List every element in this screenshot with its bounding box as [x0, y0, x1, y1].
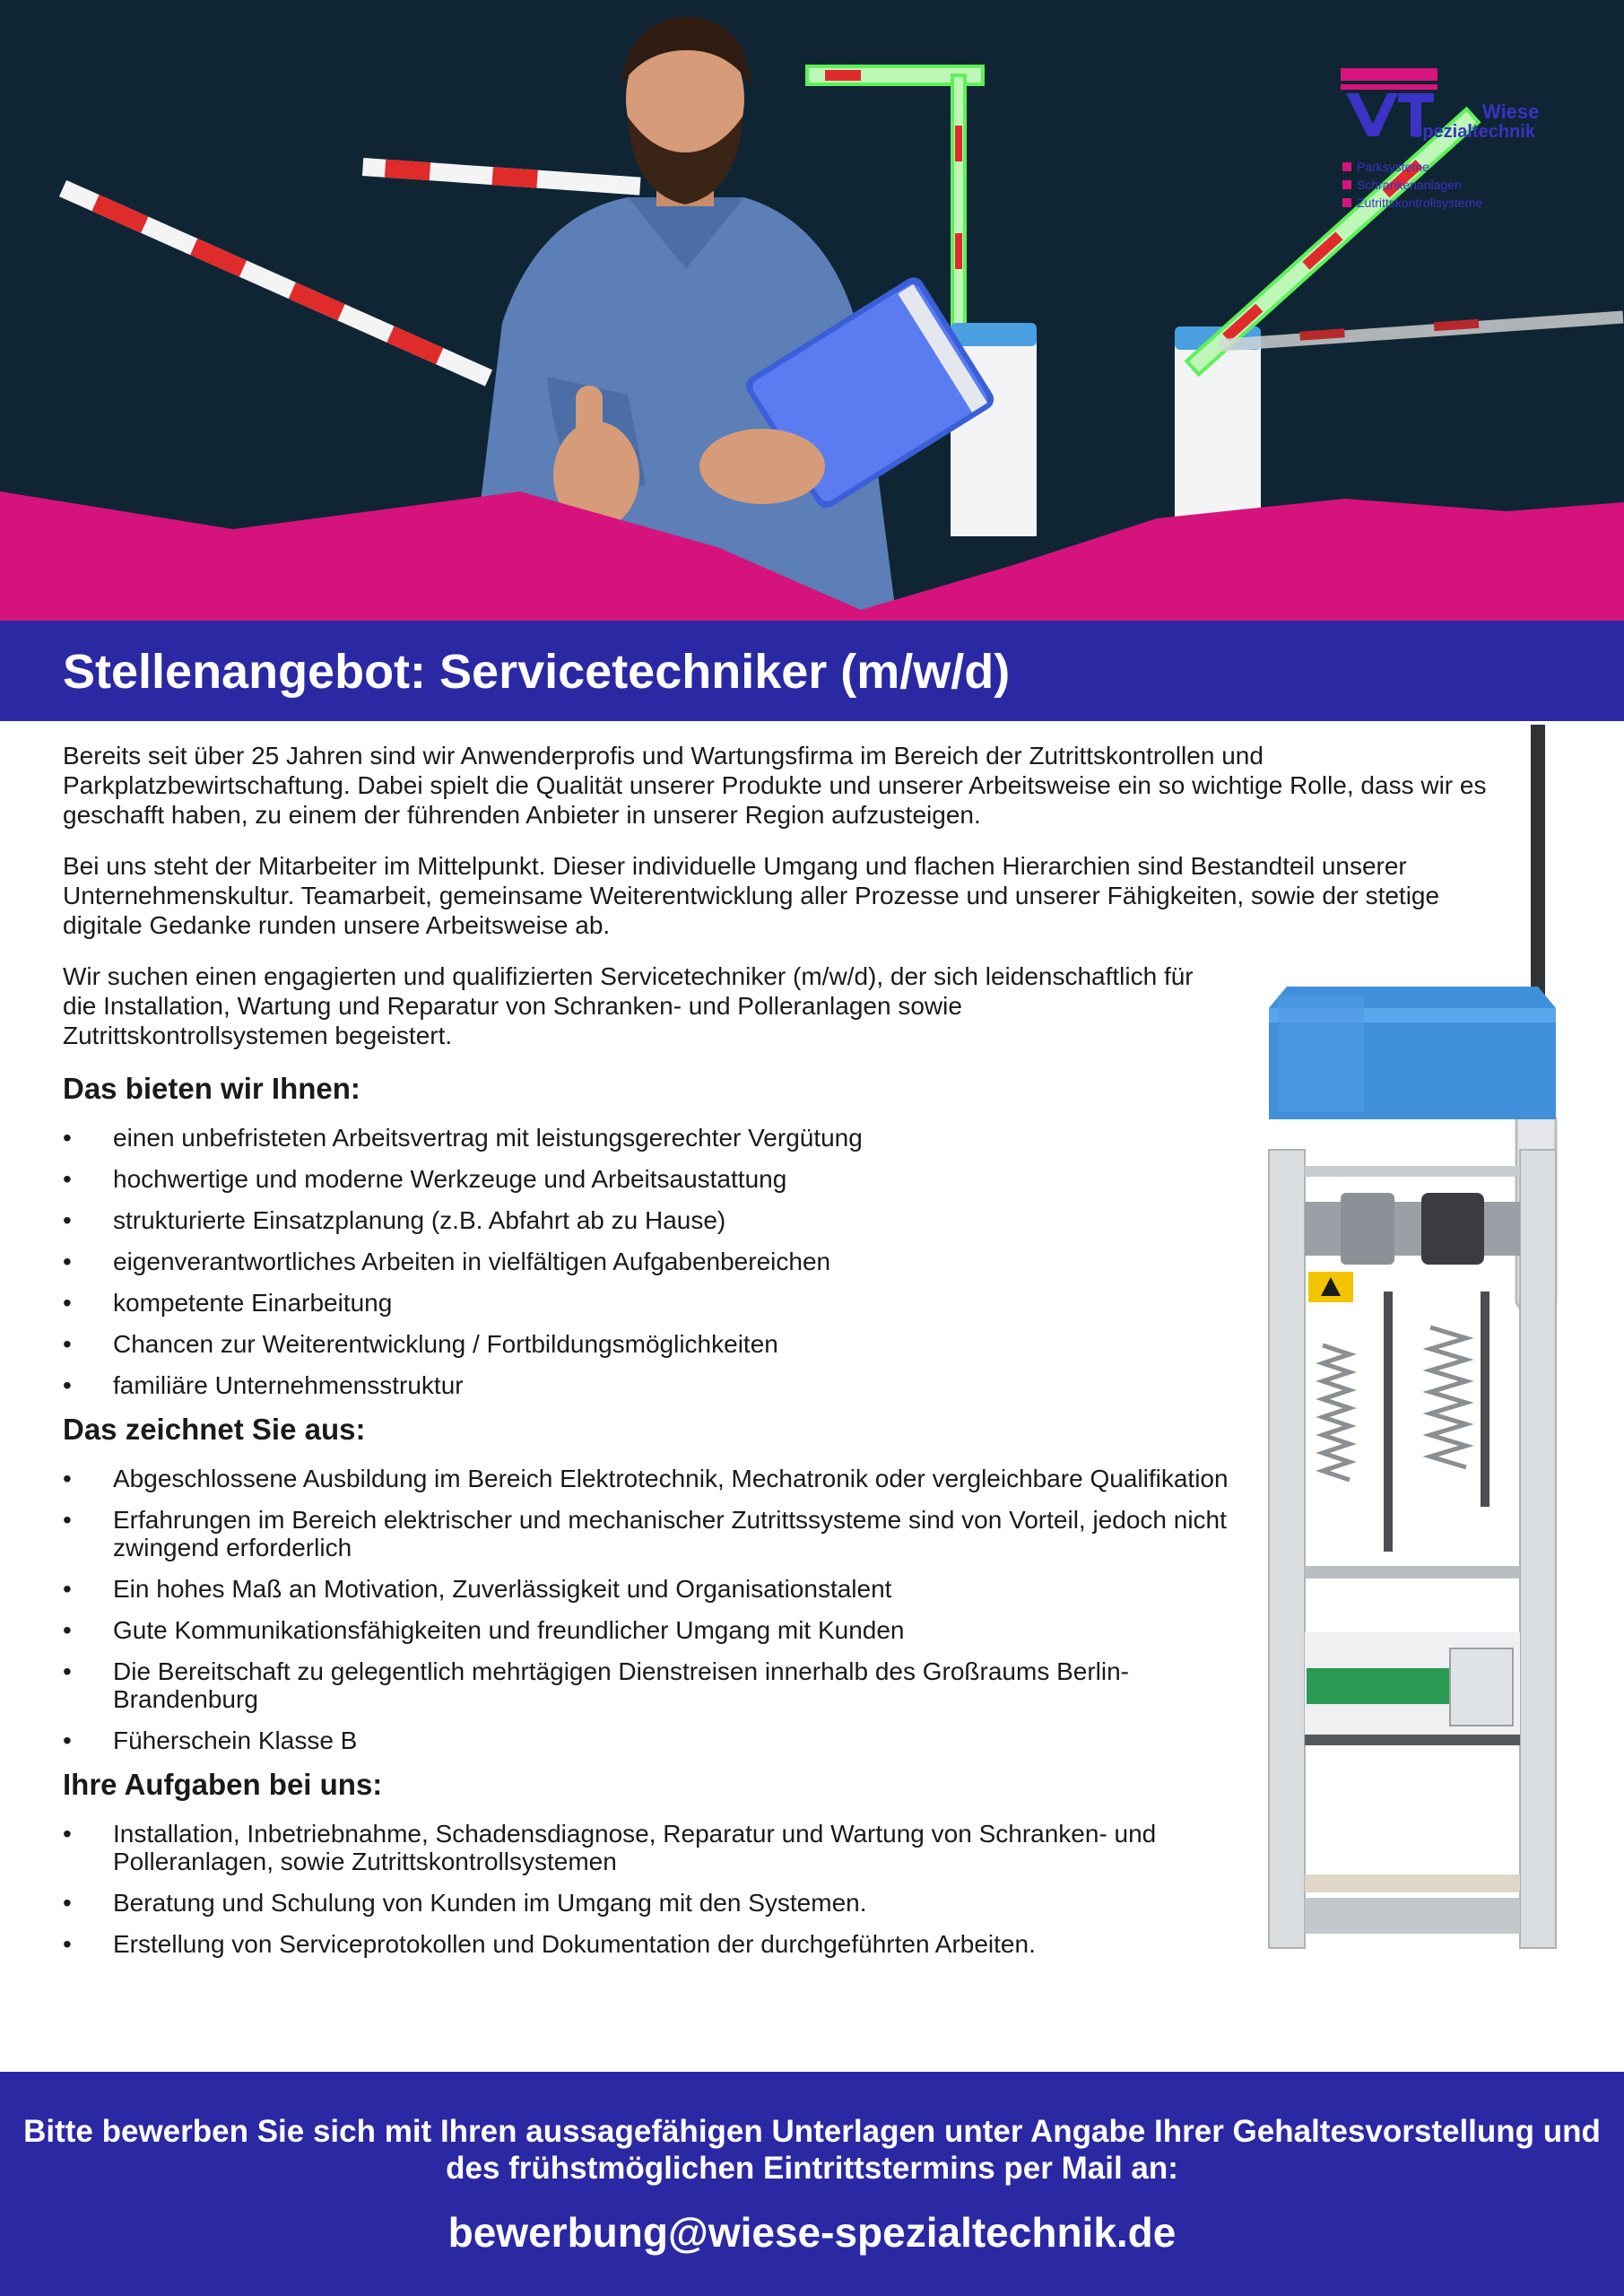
logo-services-list: [1342, 158, 1482, 212]
task-item: • Erstellung von Serviceprotokollen und Dokumentation der durchgeführten Arbeiten.: [63, 1930, 1229, 1958]
profile-item: • Gute Kommunikationsfähigkeiten und freundlicher Umgang mit Kunden: [63, 1616, 1229, 1644]
footer-banner: [0, 2072, 1624, 2296]
task-item: • Installation, Inbetriebnahme, Schadensdiagnose, Reparatur und Wartung von Schranken- und Polleranlagen, sowie Zutrittskontrollsystemen: [63, 1820, 1229, 1875]
offer-item: • hochwertige und moderne Werkzeuge und Arbeitsaustattung: [63, 1165, 1229, 1193]
task-item: • Beratung und Schulung von Kunden im Umgang mit den Systemen.: [63, 1889, 1229, 1917]
main-content: [63, 741, 1507, 1971]
profile-item: • Erfahrungen im Bereich elektrischer und mechanischer Zutrittssysteme sind von Vorteil, jedoch nicht zwingend erforderlich: [63, 1506, 1229, 1561]
logo-service-item: Zutrittskontrollsysteme: [1342, 194, 1482, 212]
offer-list: [63, 1124, 1229, 1399]
tasks-heading: Ihre Aufgaben bei uns:: [63, 1768, 383, 1801]
logo-name-line2: Spezialtechnik: [1411, 122, 1535, 142]
barrier-arm-middle: [362, 158, 641, 196]
offer-item: • strukturierte Einsatzplanung (z.B. Abfahrt ab zu Hause): [63, 1206, 1229, 1234]
application-email-link[interactable]: bewerbung@wiese-spezialtechnik.de: [447, 2209, 1177, 2256]
profile-list: [63, 1465, 1229, 1754]
hero-banner: [0, 0, 1624, 621]
company-logo: [1341, 65, 1556, 217]
profile-item: • Die Bereitschaft zu gelegentlich mehrtägigen Dienstreisen innerhalb des Großraums Berlin-Brandenburg: [63, 1657, 1229, 1713]
profile-heading: Das zeichnet Sie aus:: [63, 1413, 366, 1446]
application-call: Bitte bewerben Sie sich mit Ihren aussagefähigen Unterlagen unter Angabe Ihrer Gehaltesvorstellung und des frühstmöglichen Eintrittstermins per Mail an:: [23, 2114, 1601, 2186]
tasks-list: [63, 1820, 1229, 1958]
page-title: Stellenangebot: Servicetechniker (m/w/d): [63, 645, 1011, 699]
title-bar: [0, 621, 1624, 721]
offer-heading: Das bieten wir Ihnen:: [63, 1072, 360, 1105]
intro-paragraph: Bereits seit über 25 Jahren sind wir Anwenderprofis und Wartungsfirma im Bereich der Zutrittskontrollen und Parkplatzbewirtschaftung. Dabei spielt die Qualität unserer Produkte und unserer Arbeitsweise ein so wichtige Rolle, dass wir es geschafft haben, zu einem der führenden Anbieter in unserer Region aufzusteigen.: [63, 742, 1487, 829]
culture-paragraph: Bei uns steht der Mitarbeiter im Mittelpunkt. Dieser individuelle Umgang und flachen Hierarchien sind Bestandteil unserer Unternehmenskultur. Teamarbeit, gemeinsame Weiterentwicklung aller Prozesse und unserer Fähigkeiten, sowie der stetige digitale Gedanke runden unsere Arbeitsweise ab.: [63, 852, 1440, 939]
offer-item: • kompetente Einarbeitung: [63, 1289, 1229, 1317]
offer-item: • Chancen zur Weiterentwicklung / Fortbildungsmöglichkeiten: [63, 1330, 1229, 1358]
barrier-arm-right: [1220, 311, 1624, 352]
logo-service-item: Parksysteme: [1342, 158, 1482, 176]
offer-item: • eigenverantwortliches Arbeiten in vielfältigen Aufgabenbereichen: [63, 1248, 1229, 1275]
barrier-arm-left: [59, 180, 492, 387]
profile-item: • Abgeschlossene Ausbildung im Bereich Elektrotechnik, Mechatronik oder vergleichbare Qualifikation: [63, 1465, 1229, 1492]
logo-name-line1: Wiese: [1482, 100, 1540, 123]
search-paragraph: Wir suchen einen engagierten und qualifizierten Servicetechniker (m/w/d), der sich leidenschaftlich für die Installation, Wartung und Reparatur von Schranken- und Polleranlagen sowie Zutrittskontrollsystemen begeistert.: [63, 962, 1194, 1049]
offer-item: • einen unbefristeten Arbeitsvertrag mit leistungsgerechter Vergütung: [63, 1124, 1229, 1152]
offer-item: • familiäre Unternehmensstruktur: [63, 1371, 1229, 1399]
profile-item: • Ein hohes Maß an Motivation, Zuverlässigkeit und Organisationstalent: [63, 1575, 1229, 1603]
logo-service-item: Schrankenanlagen: [1342, 176, 1482, 194]
profile-item: • Füherschein Klasse B: [63, 1726, 1229, 1754]
